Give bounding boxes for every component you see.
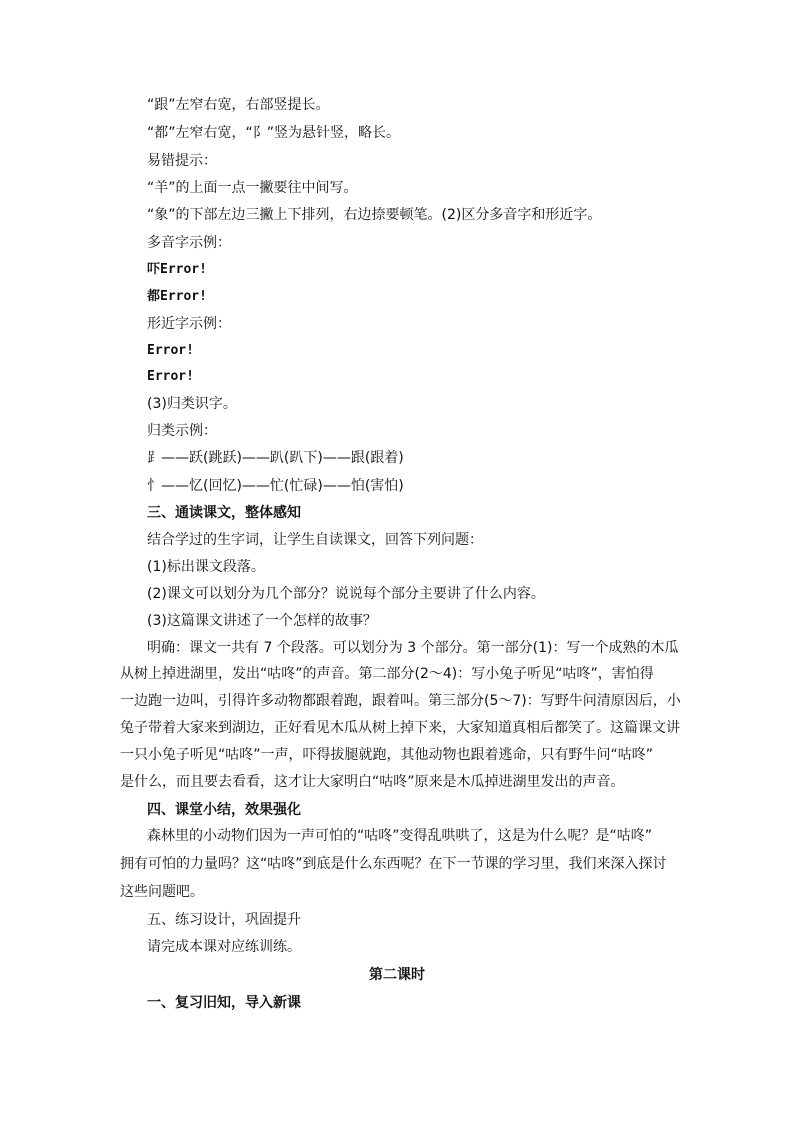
text-line: 易错提示：: [147, 153, 217, 169]
text-line: 都Error!: [147, 289, 207, 304]
text-line: 结合学过的生字词，让学生自读课文，回答下列问题：: [147, 532, 483, 548]
text-line: 多音字示例：: [147, 235, 231, 251]
text-line: 请完成本课对应练训练。: [147, 939, 301, 955]
text-line: 形近字示例：: [147, 316, 231, 332]
paragraph-line: 这些问题吧。: [120, 884, 204, 900]
text-line: (3)归类识字。: [147, 396, 237, 412]
section-heading: 三、通读课文，整体感知: [147, 505, 301, 521]
paragraph-line: 一只小兔子听见“咕咚”一声，吓得拔腿就跑，其他动物也跟着逃命，只有野牛问“咕咚”: [120, 747, 654, 763]
text-line: Error!: [147, 369, 194, 384]
paragraph-line: 森林里的小动物们因为一声可怕的“咕咚”变得乱哄哄了，这是为什么呢？是“咕咚”: [147, 828, 653, 844]
paragraph-line: 兔子带着大家来到湖边，正好看见木瓜从树上掉下来，大家知道真相后都笑了。这篇课文讲: [120, 720, 680, 736]
paragraph-line: 拥有可怕的力量吗？这“咕咚”到底是什么东西呢？在下一节课的学习里，我们来深入探讨: [120, 856, 667, 872]
paragraph-line: 是什么，而且要去看看，这才让大家明白“咕咚”原来是木瓜掉进湖里发出的声音。: [120, 774, 625, 790]
text-line: Error!: [147, 343, 194, 358]
text-line: “羊”的上面一点一撇要往中间写。: [147, 180, 358, 196]
text-line: “跟”左窄右宽，右部竖提长。: [147, 97, 330, 113]
text-line: ⻊——跃(跳跃)——趴(趴下)——跟(跟着): [147, 450, 404, 466]
paragraph-line: 一边跑一边叫，引得许多动物都跟着跑，跟着叫。第三部分(5～7)：写野牛问清原因后，小: [120, 693, 681, 709]
section-heading: 五、练习设计，巩固提升: [147, 912, 301, 928]
paragraph-line: 从树上掉进湖里，发出“咕咚”的声音。第二部分(2～4)：写小兔子听见“咕咚”，害怕得: [120, 666, 654, 682]
text-line: (2)课文可以划分为几个部分？说说每个部分主要讲了什么内容。: [147, 586, 545, 602]
lesson-title: 第二课时: [369, 967, 425, 983]
text-line: (1)标出课文段落。: [147, 559, 265, 575]
section-heading: 四、课堂小结，效果强化: [147, 802, 301, 818]
paragraph-line: 明确：课文一共有 7 个段落。可以划分为 3 个部分。第一部分(1)：写一个成熟的木瓜: [147, 640, 679, 656]
text-line: “都”左窄右宽，“阝”竖为悬针竖，略长。: [147, 125, 401, 141]
text-line: (3)这篇课文讲述了一个怎样的故事？: [147, 613, 377, 629]
section-heading: 一、复习旧知，导入新课: [147, 995, 301, 1011]
text-line: 吓Error!: [147, 262, 207, 277]
text-line: 忄——忆(回忆)——忙(忙碌)——怕(害怕): [147, 478, 404, 494]
text-line: 归类示例：: [147, 423, 217, 439]
text-line: “象”的下部左边三撇上下排列，右边捺要顿笔。(2)区分多音字和形近字。: [147, 207, 602, 223]
